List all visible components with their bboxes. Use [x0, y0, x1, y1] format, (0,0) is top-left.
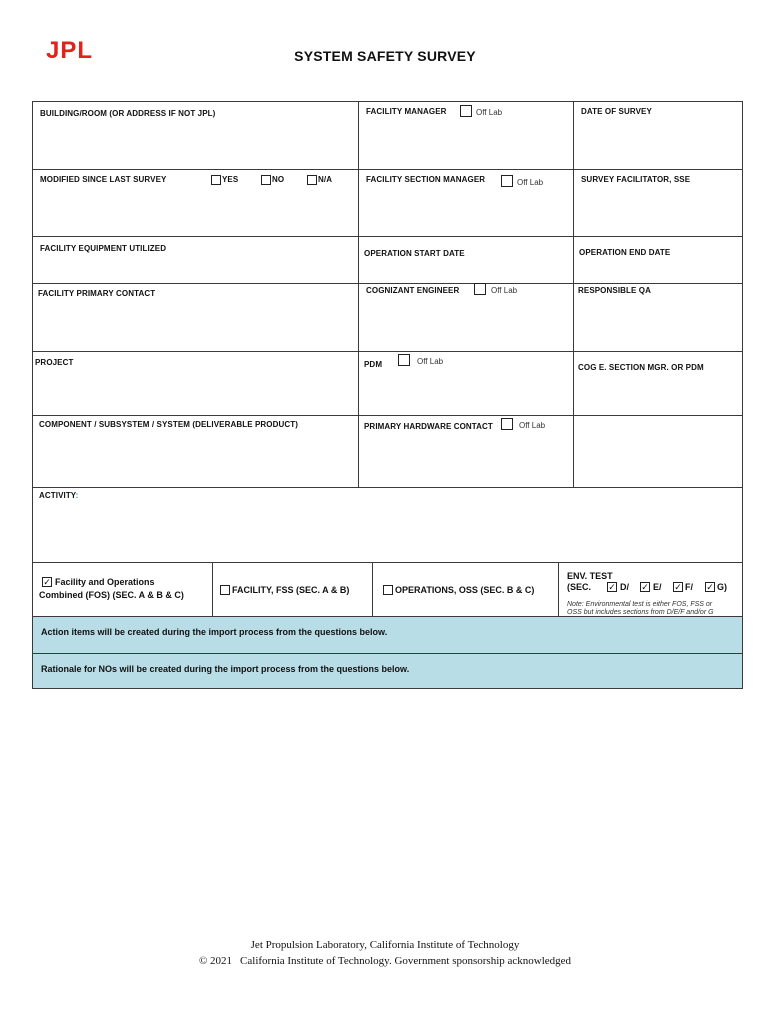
project-label: PROJECT [35, 358, 74, 367]
cognizant-engineer-offlab-label: Off Lab [491, 286, 518, 295]
facility-primary-contact-label: FACILITY PRIMARY CONTACT [38, 289, 156, 298]
building-room-label: BUILDING/ROOM (OR ADDRESS IF NOT JPL) [40, 109, 216, 118]
footer-line1: Jet Propulsion Laboratory, California Institute of Technology [250, 939, 520, 951]
responsible-qa-label: RESPONSIBLE QA [578, 286, 651, 295]
action-items-text: Action items will be created during the import process from the questions below. [41, 627, 388, 637]
page-title: SYSTEM SAFETY SURVEY [294, 48, 476, 64]
cognizant-engineer-offlab-checkbox[interactable] [474, 283, 486, 295]
footer-acknowledgement: California Institute of Technology. Government sponsorship acknowledged [240, 955, 572, 967]
facility-section-manager-label: FACILITY SECTION MANAGER [366, 175, 486, 184]
jpl-logo-text: JPL [46, 38, 94, 62]
facility-section-manager-offlab-label: Off Lab [517, 178, 544, 187]
fos-label-line2: Combined (FOS) (SEC. A & B & C) [39, 590, 184, 600]
modified-no-label: NO [272, 175, 285, 184]
modified-yes-label: YES [222, 175, 239, 184]
pdm-label: PDM [364, 360, 383, 369]
facility-manager-label: FACILITY MANAGER [366, 107, 447, 116]
footer-copyright: © 2021 [198, 955, 233, 967]
primary-hardware-contact-label: PRIMARY HARDWARE CONTACT [364, 422, 493, 431]
env-g-checkbox[interactable]: ✓ [706, 582, 714, 592]
env-sec-label: (SEC. [567, 582, 592, 592]
operation-end-label: OPERATION END DATE [579, 248, 671, 257]
facility-manager-offlab-label: Off Lab [476, 108, 503, 117]
primary-hardware-contact-offlab-label: Off Lab [519, 421, 546, 430]
modified-since-label: MODIFIED SINCE LAST SURVEY [40, 175, 167, 184]
pdm-offlab-checkbox[interactable] [398, 354, 410, 366]
footer [0, 937, 770, 969]
cognizant-engineer-label: COGNIZANT ENGINEER [366, 286, 460, 295]
modified-na-checkbox[interactable] [307, 175, 317, 185]
fss-checkbox[interactable] [220, 585, 230, 595]
env-note-line1: Note: Environmental test is either FOS, FSS or [567, 601, 713, 608]
fos-label-line1: Facility and Operations [55, 577, 155, 587]
env-note-line2: OSS but includes sections from D/E/F and/or G [567, 609, 714, 616]
primary-hardware-contact-offlab-checkbox[interactable] [501, 418, 513, 430]
facility-manager-offlab-checkbox[interactable] [460, 105, 472, 117]
activity-label: ACTIVITY: [39, 491, 79, 500]
activity-input[interactable] [40, 503, 736, 557]
env-g-label: G) [717, 582, 727, 592]
env-d-label: D/ [620, 582, 629, 592]
facility-section-manager-offlab-checkbox[interactable] [501, 175, 513, 187]
rationale-text: Rationale for NOs will be created during the import process from the questions below. [41, 664, 410, 674]
modified-na-label: N/A [318, 175, 333, 184]
env-e-label: E/ [653, 582, 662, 592]
component-label: COMPONENT / SUBSYSTEM / SYSTEM (DELIVERABLE PRODUCT) [39, 420, 298, 429]
oss-label: OPERATIONS, OSS (SEC. B & C) [395, 585, 535, 595]
env-d-checkbox[interactable]: ✓ [608, 582, 616, 592]
env-test-label: ENV. TEST [567, 571, 613, 581]
pdm-offlab-label: Off Lab [417, 357, 444, 366]
survey-facilitator-label: SURVEY FACILITATOR, SSE [581, 175, 691, 184]
env-e-checkbox[interactable]: ✓ [641, 582, 649, 592]
env-f-checkbox[interactable]: ✓ [674, 582, 682, 592]
date-of-survey-input[interactable] [580, 121, 738, 165]
oss-checkbox[interactable] [383, 585, 393, 595]
modified-no-checkbox[interactable] [261, 175, 271, 185]
operation-start-label: OPERATION START DATE [364, 249, 465, 258]
building-room-input[interactable] [40, 123, 352, 165]
modified-yes-checkbox[interactable] [211, 175, 221, 185]
fss-label: FACILITY, FSS (SEC. A & B) [232, 585, 350, 595]
footer-line2 [0, 953, 770, 969]
date-of-survey-label: DATE OF SURVEY [581, 107, 652, 116]
facility-equipment-label: FACILITY EQUIPMENT UTILIZED [40, 244, 167, 253]
survey-form [32, 101, 743, 689]
cog-e-section-mgr-label: COG E. SECTION MGR. OR PDM [578, 363, 704, 372]
fos-checkbox[interactable]: ✓ [43, 577, 51, 587]
env-f-label: F/ [685, 582, 693, 592]
